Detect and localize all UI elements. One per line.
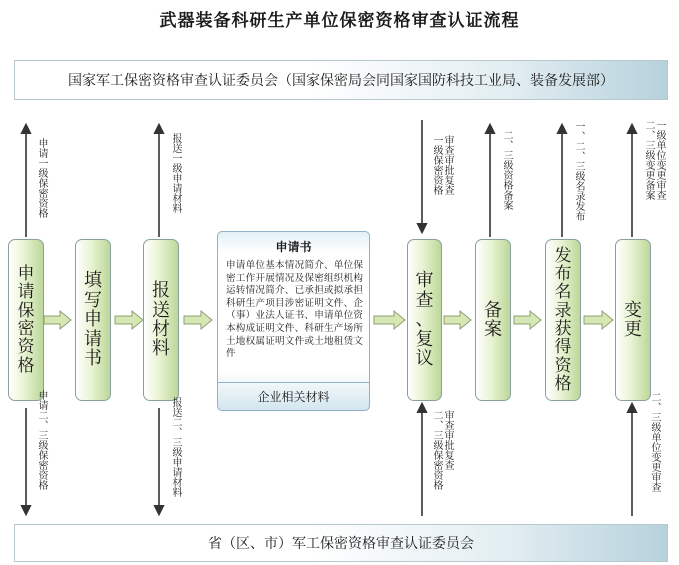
step-apply xyxy=(8,239,44,401)
step-char: 复 xyxy=(415,328,434,350)
document-divider xyxy=(218,382,369,383)
provincial-committee-band xyxy=(14,524,668,562)
step-record xyxy=(475,239,511,401)
label-submit-top xyxy=(170,133,181,233)
step-char: 送 xyxy=(152,299,170,321)
step-char: 申 xyxy=(84,309,102,331)
step-char: 更 xyxy=(624,319,642,340)
step-char: 书 xyxy=(84,348,102,370)
step-char: 得 xyxy=(554,337,572,358)
step-publish xyxy=(545,239,581,401)
label-apply-bottom xyxy=(36,390,47,515)
step-char: 布 xyxy=(554,263,572,284)
step-change xyxy=(615,239,651,401)
page-title: 武器装备科研生产单位保密资格审查认证流程 xyxy=(159,11,520,31)
label-column: 一、二、三级名录发布 xyxy=(573,121,584,221)
step-char: 保 xyxy=(17,300,35,321)
step-char: 资 xyxy=(17,337,35,358)
step-char: 备 xyxy=(484,299,502,321)
step-char: 查 xyxy=(415,289,434,311)
label-change-top xyxy=(643,120,665,235)
label-column: 二、三级单位变更审查 xyxy=(649,392,660,492)
step-char: 发 xyxy=(554,245,572,266)
label-record-top xyxy=(501,130,512,235)
step-char: 请 xyxy=(17,282,35,303)
step-char: 变 xyxy=(624,299,642,321)
label-column: 审查审批复查 xyxy=(442,410,453,470)
flow-arrow-5 xyxy=(444,311,471,329)
step-char: 资 xyxy=(554,355,572,376)
label-apply-top xyxy=(36,138,47,238)
label-column: 一级保密资格 xyxy=(431,135,442,195)
flow-arrow-7 xyxy=(584,311,613,329)
document-body: 申请单位基本情况简介、单位保密工作开展情况及保密组织机构运转情况简介、已承担或拟承担科研生产项目涉密证明文件、企（事）业法人证书、申请单位资本构成证明文件、科研生产场所土地权属证明文件或土地租赁文件 xyxy=(226,260,363,360)
flow-arrow-2 xyxy=(115,311,143,329)
step-char: 获 xyxy=(554,319,572,339)
step-char: 议 xyxy=(415,348,434,370)
label-column: 一级单位变更审查 xyxy=(654,120,665,200)
step-char: 格 xyxy=(17,355,35,376)
document-title: 申请书 xyxy=(275,240,312,254)
step-char: 报 xyxy=(152,280,170,302)
step-char: 录 xyxy=(554,300,572,321)
step-char: 材 xyxy=(152,319,170,340)
label-publish-top xyxy=(573,121,584,236)
label-submit-bottom xyxy=(170,397,181,522)
step-char: 料 xyxy=(152,338,170,360)
step-char: 填 xyxy=(84,270,102,292)
flow-arrow-4 xyxy=(374,311,405,329)
step-char: 案 xyxy=(484,319,502,340)
step-char: 申 xyxy=(17,263,35,284)
label-change-bottom xyxy=(649,392,660,517)
label-column: 申请二、三级保密资格 xyxy=(36,390,47,490)
label-review-top xyxy=(431,135,453,235)
step-char: 、 xyxy=(415,309,434,331)
application-document xyxy=(217,231,370,411)
step-char: 请 xyxy=(84,328,102,350)
label-column: 二、三级保密资格 xyxy=(431,410,442,490)
label-column: 申请一级保密资格 xyxy=(36,138,47,218)
step-char: 审 xyxy=(415,270,434,292)
step-submit xyxy=(143,239,179,401)
document-footer: 企业相关材料 xyxy=(257,390,330,404)
step-char: 写 xyxy=(84,289,102,311)
flow-arrow-6 xyxy=(514,311,541,329)
step-char: 密 xyxy=(17,319,35,339)
label-column: 报送一级申请材料 xyxy=(170,133,181,213)
label-column: 审查审批复查 xyxy=(442,135,453,195)
flow-arrow-3 xyxy=(184,311,212,329)
label-column: 报送二、三级申请材料 xyxy=(170,397,181,497)
step-fill xyxy=(75,239,111,401)
step-review xyxy=(407,239,442,401)
step-char: 格 xyxy=(554,374,572,395)
label-column: 二、三级资格备案 xyxy=(501,130,512,210)
national-committee-label: 国家军工保密资格审查认证委员会（国家保密局会同国家国防科技工业局、装备发展部） xyxy=(68,73,614,89)
label-review-bottom xyxy=(431,410,453,510)
step-char: 名 xyxy=(554,282,572,303)
label-column: 二、三级变更备案 xyxy=(643,120,654,200)
flow-arrow-1 xyxy=(44,311,71,329)
provincial-committee-label: 省（区、市）军工保密资格审查认证委员会 xyxy=(208,536,474,552)
